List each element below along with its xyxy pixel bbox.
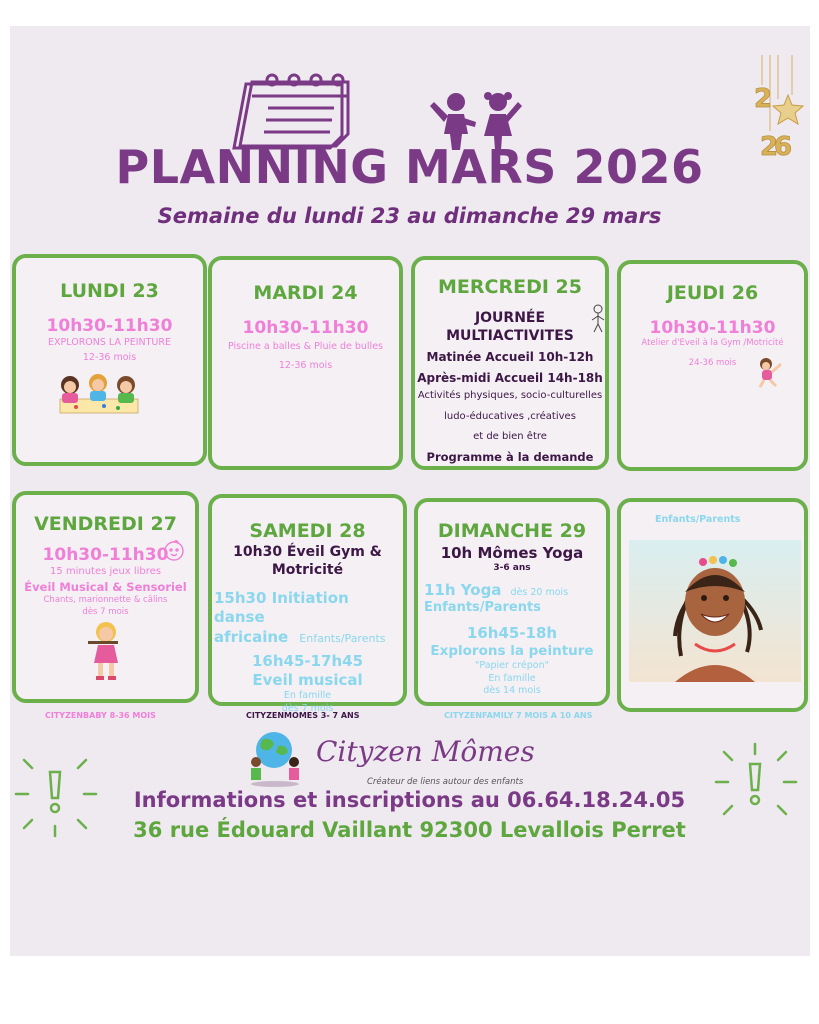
- gym-child-icon: [754, 356, 784, 388]
- baby-face-icon: [162, 539, 186, 561]
- calendar-icon: [238, 70, 356, 150]
- activity-2-audience: Enfants/Parents: [424, 599, 541, 615]
- day-card-mardi: [208, 256, 403, 470]
- activity-line-3: Chants, marionnette & câlins: [43, 595, 168, 606]
- day-name: MARDI 24: [253, 282, 358, 304]
- program-note: Programme à la demande: [426, 449, 594, 464]
- photo-card: [617, 498, 808, 712]
- activity-time: 10h30-11h30: [46, 316, 173, 336]
- age-range: dès 14 mois: [483, 685, 541, 697]
- day-card-jeudi: [617, 260, 808, 471]
- event-title: JOURNÉE: [474, 310, 546, 326]
- afternoon-schedule: Après-midi Accueil 14h-18h: [417, 371, 603, 385]
- year-digit-2: 2: [760, 132, 779, 162]
- activity-name: Atelier d'Eveil à la Gym /Motricité: [641, 338, 784, 348]
- activity-1: 10h Mômes Yoga: [440, 544, 584, 562]
- day-card-samedi: [208, 494, 407, 714]
- event-title-2: MULTIACTIVITES: [446, 327, 574, 344]
- contact-address: 36 rue Édouard Vaillant 92300 Levallois Perret: [133, 818, 686, 842]
- activity-name: EXPLORONS LA PEINTURE: [48, 337, 171, 348]
- day-name: DIMANCHE 29: [437, 520, 587, 542]
- day-card-vendredi: [12, 491, 199, 703]
- activity-name: Piscine a balles & Pluie de bulles: [228, 341, 383, 352]
- day-name: JEUDI 26: [666, 282, 759, 304]
- caption-momes: CITYZENMOMES 3- 7 ANS: [246, 711, 360, 720]
- activity-3-audience: En famille: [283, 689, 332, 701]
- morning-schedule: Matinée Accueil 10h-12h: [426, 350, 594, 364]
- activity-3-time: 16h45-17h45: [251, 652, 364, 671]
- page-title: PLANNING MARS 2026: [115, 140, 704, 194]
- caption-baby: CITYZENBABY 8-36 MOIS: [45, 711, 156, 720]
- age-range: 12-36 mois: [82, 352, 137, 364]
- activity-1: 10h30 Éveil Gym &: [233, 544, 382, 560]
- activity-3-detail: "Papier crépon": [475, 659, 549, 671]
- kids-painting-icon: [56, 371, 142, 415]
- activity-3: Explorons la peinture: [430, 642, 594, 659]
- activity-3-audience: En famille: [488, 672, 536, 684]
- activity-1-cont: Motricité: [271, 561, 344, 578]
- year-digit-3: 6: [774, 132, 793, 162]
- activities-description-1: Activités physiques, socio-culturelles: [417, 390, 603, 401]
- caption-family: CITYZENFAMILY 7 MOIS A 10 ANS: [444, 711, 593, 720]
- activities-description-3: et de bien être: [473, 431, 547, 442]
- activity-line-2: Éveil Musical & Sensoriel: [24, 580, 187, 594]
- activity-2-age: dès 20 mois: [510, 587, 569, 598]
- activity-2: 11h Yoga: [424, 581, 502, 599]
- day-card-dimanche: [414, 498, 610, 706]
- day-card-mercredi: [411, 256, 609, 470]
- activity-time: 10h30-11h30: [42, 545, 169, 565]
- child-figure-icon: [590, 304, 606, 334]
- age-range: 12-36 mois: [278, 360, 333, 372]
- activity-time: 10h30-11h30: [242, 318, 369, 338]
- activity-time: 10h30-11h30: [649, 318, 776, 338]
- day-name: MERCREDI 25: [438, 276, 582, 298]
- day-card-lundi: [12, 254, 207, 466]
- brand-tagline: Créateur de liens autour des enfants: [367, 777, 524, 787]
- girl-flute-icon: [86, 621, 126, 683]
- brand-name: Cityzen Mômes: [316, 735, 535, 768]
- age-range-1: 3-6 ans: [493, 562, 531, 573]
- activity-2-audience: Enfants/Parents: [299, 631, 386, 645]
- activities-description-2: ludo-éducatives ,créatives: [444, 410, 576, 422]
- activity-2: 15h30 Initiation danse: [214, 589, 349, 626]
- age-range: 24-36 mois: [688, 357, 737, 368]
- activity-line-1: 15 minutes jeux libres: [49, 566, 162, 577]
- exclamation-right-icon: [714, 742, 798, 830]
- activity-3: Eveil musical: [252, 671, 363, 690]
- brand-globe-kids-logo: [244, 728, 306, 788]
- photo-card-label: Enfants/Parents: [655, 514, 741, 525]
- day-name: VENDREDI 27: [34, 513, 177, 535]
- activity-3-time: 16h45-18h: [466, 624, 558, 643]
- page-subtitle: Semaine du lundi 23 au dimanche 29 mars: [157, 204, 662, 228]
- day-name: LUNDI 23: [60, 280, 159, 302]
- age-range: dès 7 mois: [82, 606, 129, 617]
- age-range: dès 7 mois: [281, 702, 334, 714]
- activity-2-cont: africaine: [214, 627, 289, 646]
- day-name: SAMEDI 28: [249, 520, 366, 542]
- contact-phone-line: Informations et inscriptions au 06.64.18.24.05: [133, 788, 686, 812]
- year-digit-1: 2: [754, 84, 773, 114]
- smiling-girl-photo: [629, 540, 801, 682]
